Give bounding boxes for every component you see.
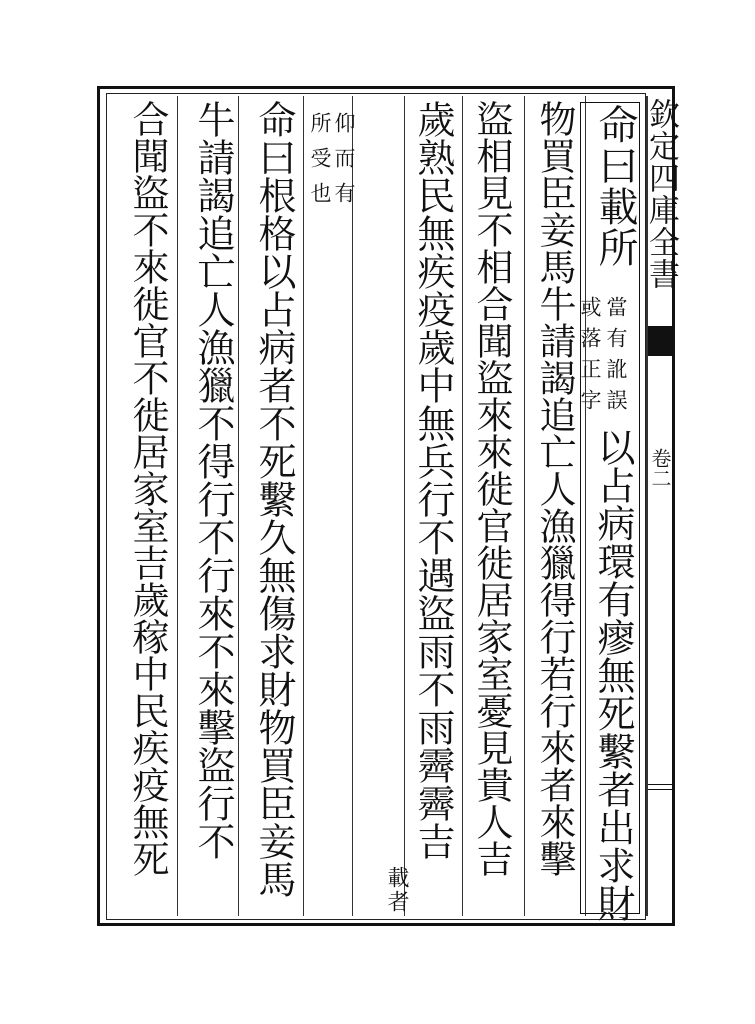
- text-column-6: 命曰根格以占病者不死繫久無傷求財物買臣妾馬: [252, 100, 296, 898]
- text-column-8: 合聞盜不來徙官不徙居家室吉歲稼中民疾疫無死: [126, 100, 169, 877]
- text-column-3: 盜相見不相合聞盜來來徙官徙居家室憂見貴人吉: [470, 100, 513, 877]
- text-column-2: 物買臣妾馬牛請謁追亡人漁獵得行若行來者來擊: [533, 100, 576, 877]
- text-column-7: 牛請謁追亡人漁獵不得行不行來不來擊盜行不: [191, 100, 235, 860]
- text-column-4: 歲熟民無疾疫歲中無兵行不遇盜雨不雨霽霽吉: [411, 100, 455, 860]
- column-rule: [462, 96, 463, 916]
- text-column-1b: 以占病環有瘳無死繫者出求財: [591, 428, 635, 922]
- column-rule: [177, 96, 178, 916]
- column-rule: [352, 96, 353, 916]
- annotation-left: 所受也: [308, 112, 332, 217]
- margin-double-rule: [648, 784, 672, 790]
- tail-note-right: 載: [384, 866, 409, 898]
- text-column-1a: 命曰載所: [592, 104, 638, 268]
- fish-tail-mark: [648, 326, 672, 356]
- column-rule: [238, 96, 239, 916]
- juan-number: 卷二: [648, 448, 672, 488]
- column-rule: [303, 96, 304, 916]
- tail-note-left: 者: [384, 890, 409, 922]
- annotation-right: 仰而有: [332, 112, 356, 217]
- book-title: 欽定四庫全書: [643, 98, 679, 290]
- annotation-left: 或落正字: [578, 296, 602, 420]
- column-rule: [524, 96, 525, 916]
- annotation-right: 當有訛誤: [604, 296, 628, 420]
- column-rule: [404, 96, 405, 916]
